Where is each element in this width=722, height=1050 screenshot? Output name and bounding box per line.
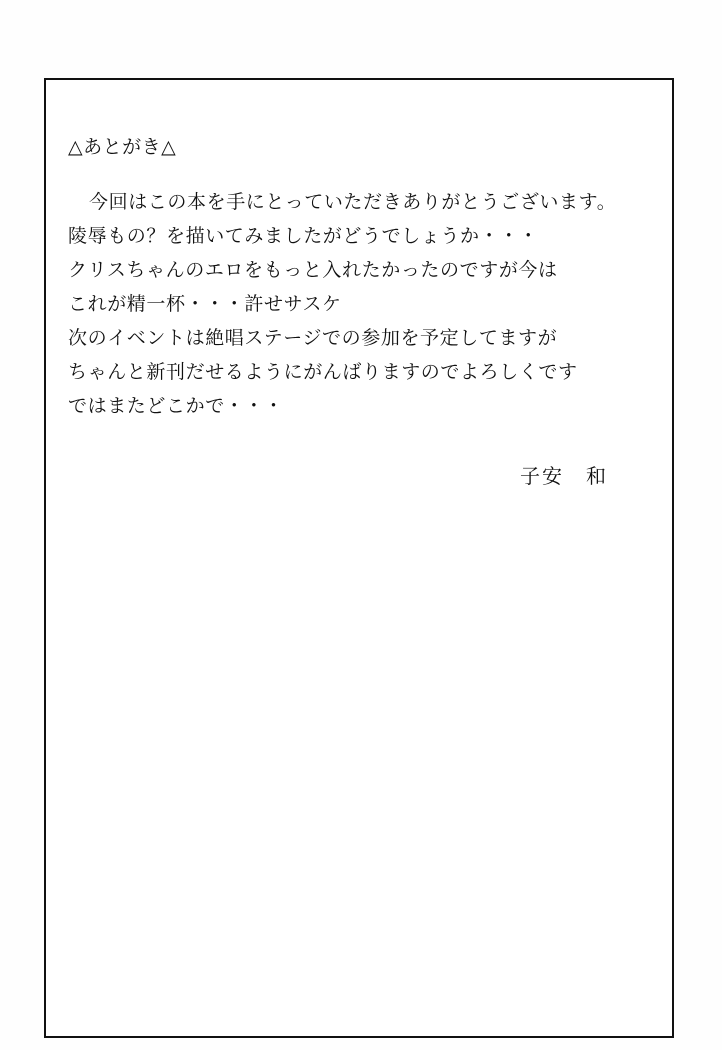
- author-signature: 子安 和: [520, 464, 608, 488]
- afterword-line: クリスちゃんのエロをもっと入れたかったのですが今は: [68, 258, 558, 281]
- afterword-block: [68, 136, 652, 423]
- afterword-line: 陵辱もの？を描いてみましたがどうでしょうか・・・: [68, 224, 539, 247]
- afterword-line: これが精一杯・・・許せサスケ: [68, 292, 342, 315]
- afterword-line: ではまたどこかで・・・: [68, 394, 284, 417]
- afterword-line: 今回はこの本を手にとっていただきありがとうございます。: [89, 190, 617, 213]
- afterword-line: 次のイベントは絶唱ステージでの参加を予定してますが: [68, 326, 558, 349]
- afterword-line: ちゃんと新刊だせるようにがんばりますのでよろしくです: [68, 360, 578, 383]
- afterword-body: [68, 185, 652, 423]
- afterword-heading: △あとがき△: [68, 136, 177, 158]
- page-border-frame: [44, 78, 674, 1038]
